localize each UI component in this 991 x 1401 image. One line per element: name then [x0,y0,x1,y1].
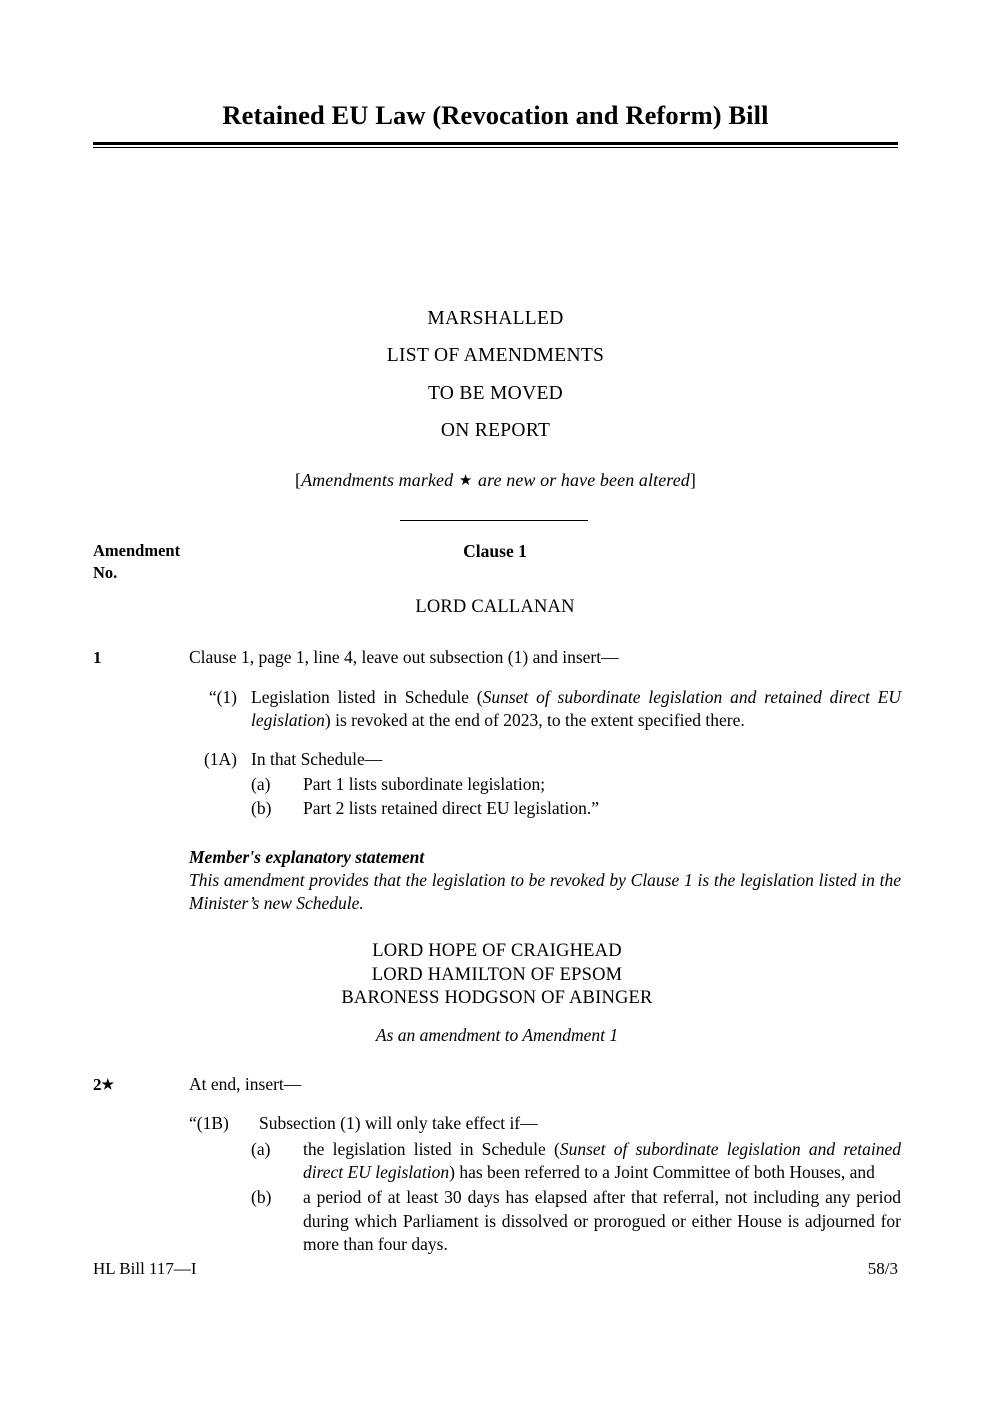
as-amendment-to-label: As an amendment to Amendment 1 [375,1025,619,1046]
paragraph-text: a period of at least 30 days has elapsed after that referral, not including any period during which Parliament is dissolved or prorogued or either House is adjourned for more than four days. [303,1187,901,1254]
sponsors-block [93,940,901,1047]
amendment-lead-text: At end, insert— [189,1073,302,1094]
star-icon: ★ [458,472,473,489]
subsection [93,748,901,771]
subsection [93,1112,901,1135]
title-rule-thin [93,147,898,148]
heading-block [93,300,898,491]
amendment-row [93,1073,901,1097]
note-text-after: are new or have been altered [473,469,690,490]
lettered-paragraph [93,1138,901,1185]
lettered-paragraph [93,1186,901,1256]
paragraph-marker: (b) [251,797,272,818]
clause-separator-rule [400,520,588,521]
paragraph-marker: (a) [251,774,271,795]
marked-amendments-note [93,470,898,491]
amendment-no-line1: Amendment [93,541,181,560]
amendment-number [93,1073,189,1097]
footer-bill-reference: HL Bill 117—I [93,1259,197,1278]
paragraph-text: Part 1 lists subordinate legislation; [303,774,546,795]
subsection-text-before: Legislation listed in Schedule ( [251,686,483,707]
subsection-marker: “(1B) [189,1113,229,1134]
amendment-row [93,646,901,670]
amendment-number-value: 2 [93,1074,102,1094]
sponsor-name: LORD HAMILTON OF EPSOM [371,964,623,985]
clause-heading: Clause 1 [463,541,527,561]
footer-page-reference: 58/3 [867,1259,898,1278]
subsection-text [251,686,901,733]
explanatory-statement [93,846,901,916]
title-block [93,100,898,148]
paragraph-text-before: the legislation listed in Schedule ( [303,1138,560,1159]
heading-list-of-amendments: LIST OF AMENDMENTS [386,345,605,367]
heading-marshalled: MARSHALLED [427,308,564,329]
subsection-marker: (1A) [203,749,237,770]
clause-sponsor: LORD CALLANAN [415,597,575,617]
heading-on-report: ON REPORT [440,420,551,442]
amendment-number: 1 [93,648,102,667]
page-footer [93,1259,898,1279]
amendment-lead-text: Clause 1, page 1, line 4, leave out subsection (1) and insert— [189,647,619,667]
note-text-before: Amendments marked [301,469,458,490]
note-close-bracket: ] [689,469,697,490]
subsection-marker: “(1) [208,686,237,707]
lettered-paragraph [93,773,901,796]
amendments-body [93,646,901,1256]
subsection-text-after: ) is revoked at the end of 2023, to the extent specified there. [324,709,745,730]
paragraph-text [303,1138,901,1185]
subsection-text: In that Schedule— [251,749,383,770]
explanatory-statement-title: Member's explanatory statement [189,846,425,867]
paragraph-marker: (b) [251,1187,272,1208]
amendment-no-column-header [93,540,233,585]
lettered-paragraph [93,797,901,820]
explanatory-statement-text: This amendment provides that the legislation to be revoked by Clause 1 is the legislation listed in the Minister’s new Schedule. [189,870,901,914]
note-open-bracket: [ [294,469,302,490]
paragraph-marker: (a) [251,1138,271,1159]
subsection-text: Subsection (1) will only take effect if— [259,1113,538,1134]
paragraph-text: Part 2 lists retained direct EU legislation.” [303,797,599,818]
subsection [93,686,901,733]
paragraph-text-italic: Sunset of subordinate legislation and retained direct EU legislation [303,1138,901,1183]
sponsor-name: BARONESS HODGSON OF ABINGER [341,988,653,1009]
page-title: Retained EU Law (Revocation and Reform) Bill [222,100,769,130]
amendment-no-line2: No. [93,563,118,583]
heading-to-be-moved: TO BE MOVED [427,382,564,404]
sponsor-name: LORD HOPE OF CRAIGHEAD [372,940,622,961]
star-icon: ★ [101,1077,115,1093]
title-rule-thick [93,142,898,145]
paragraph-text-after: ) has been referred to a Joint Committee of both Houses, and [449,1162,875,1183]
subsection-text-italic: Sunset of subordinate legislation and retained direct EU legislation [251,686,901,730]
